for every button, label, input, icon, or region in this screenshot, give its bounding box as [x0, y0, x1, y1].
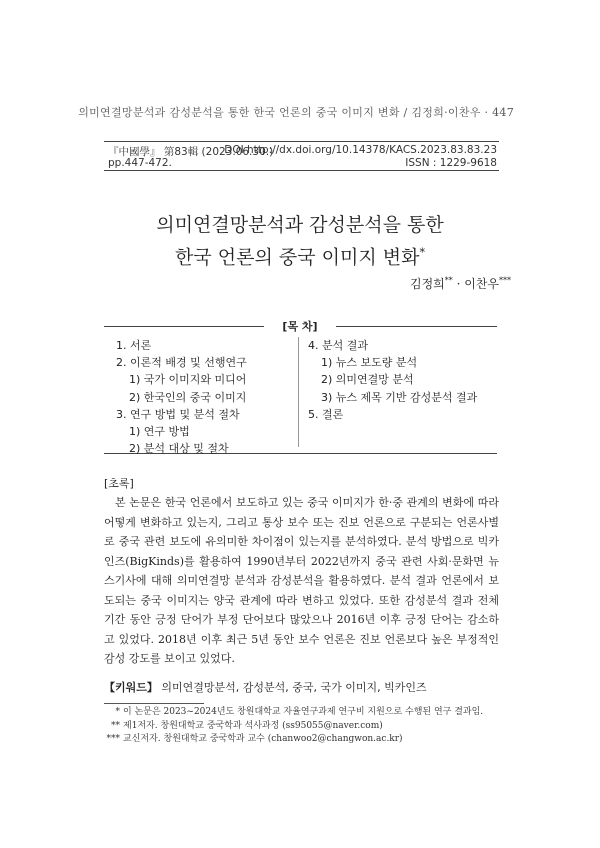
footnote-text: 교신저자. 창원대학교 중국학과 교수 (chanwoo2@changwon.ac.kr) — [123, 734, 403, 744]
toc-item: 5. 결론 — [308, 407, 344, 421]
journal-pages: pp.447-472. — [108, 157, 172, 169]
toc-item: 3. 연구 방법 및 분석 절차 — [116, 407, 240, 421]
journal-info-box — [104, 141, 499, 171]
issn: ISSN : 1229-9618 — [405, 157, 497, 169]
author-footnote-mark: ** — [444, 276, 453, 285]
toc-item: 1. 서론 — [116, 339, 152, 352]
footnote — [104, 733, 504, 747]
toc-subitem: 2) 분석 대상 및 절차 — [129, 442, 229, 456]
toc-subitem: 1) 연구 방법 — [129, 424, 190, 438]
footnote-text: 제1저자. 창원대학교 중국학과 석사과정 (ss95055@naver.com) — [123, 720, 383, 731]
footnote-text: 이 논문은 2023~2024년도 창원대학교 자율연구과제 연구비 지원으로 수행된 연구 결과임. — [123, 707, 484, 717]
author-separator: · — [452, 277, 465, 291]
title-line-2: 한국 언론의 중국 이미지 변화 — [175, 246, 420, 269]
footnote — [104, 720, 504, 734]
toc-subitem: 3) 뉴스 제목 기반 감성분석 결과 — [321, 390, 478, 404]
toc-subitem: 2) 의미연결망 분석 — [321, 373, 414, 387]
footnote — [104, 706, 504, 720]
footnote-rule — [104, 703, 204, 704]
toc-subitem: 1) 뉴스 보도량 분석 — [321, 356, 418, 370]
author-footnote-mark: *** — [499, 276, 511, 285]
paper-title — [0, 212, 600, 271]
table-of-contents — [104, 320, 497, 456]
keywords-label: 【키워드】 — [104, 681, 158, 694]
author-line — [410, 275, 511, 292]
toc-left-column — [116, 337, 247, 457]
keywords — [104, 679, 499, 695]
toc-item: 2. 이론적 배경 및 선행연구 — [116, 356, 247, 370]
toc-subitem: 2) 한국인의 중국 이미지 — [129, 390, 247, 404]
author-name: 이찬우 — [464, 277, 499, 291]
doi-link[interactable]: DOI http://dx.doi.org/10.14378/KACS.2023.83.83.23 — [224, 144, 497, 156]
title-line-1: 의미연결망분석과 감성분석을 통한 — [156, 214, 444, 236]
abstract-body: 본 논문은 한국 언론에서 보도하고 있는 중국 이미지가 한·중 관계의 변화에 따라 어떻게 변화하고 있는지, 그리고 통상 보수 또는 진보 언론으로 구분되는 언론사별로 중국 관련 보도에 유의미한 차이점이 있는지를 분석하였다. 분석 방법으로 빅카인즈(BigKinds)를 활용하여 1990년부터 2022년까지 중국 관련 사회·문화면 뉴스기사에 대해 의미연결망 분석과 감성분석을 활용하였다. 분석 결과 언론에서 보도되는 중국 이미지는 양국 관계에 따라 변하고 있었다. 또한 감성분석 결과 전체 기간 동안 긍정 단어가 부정 단어보다 많았으나 2016년 이후 긍정 단어는 감소하고 있었다. 2018년 이후 최근 5년 동안 보수 언론은 진보 언론보다 높은 부정적인 감성 강도를 보이고 있었다. — [104, 496, 499, 665]
footnote-mark: * — [115, 707, 120, 717]
running-header: 의미연결망분석과 감성분석을 통한 한국 언론의 중국 이미지 변화 / 김정희·이찬우 · 447 — [78, 106, 514, 119]
toc-item: 4. 분석 결과 — [308, 339, 368, 352]
toc-right-column — [308, 337, 477, 423]
keywords-list: 의미연결망분석, 감성분석, 중국, 국가 이미지, 빅카인즈 — [161, 681, 427, 694]
author-name: 김정희 — [409, 277, 445, 291]
toc-subitem: 1) 국가 이미지와 미디어 — [129, 373, 247, 387]
toc-title: [목 차] — [264, 318, 336, 334]
footnote-mark: ** — [111, 720, 120, 731]
footnote-mark: *** — [106, 734, 120, 744]
toc-column-divider — [298, 337, 299, 447]
abstract-label: [초록] — [104, 477, 134, 490]
footnotes — [104, 706, 504, 747]
journal-citation: 『中國學』 第83輯 (2023.06.30.) — [108, 146, 274, 158]
title-footnote-mark: * — [419, 246, 425, 259]
